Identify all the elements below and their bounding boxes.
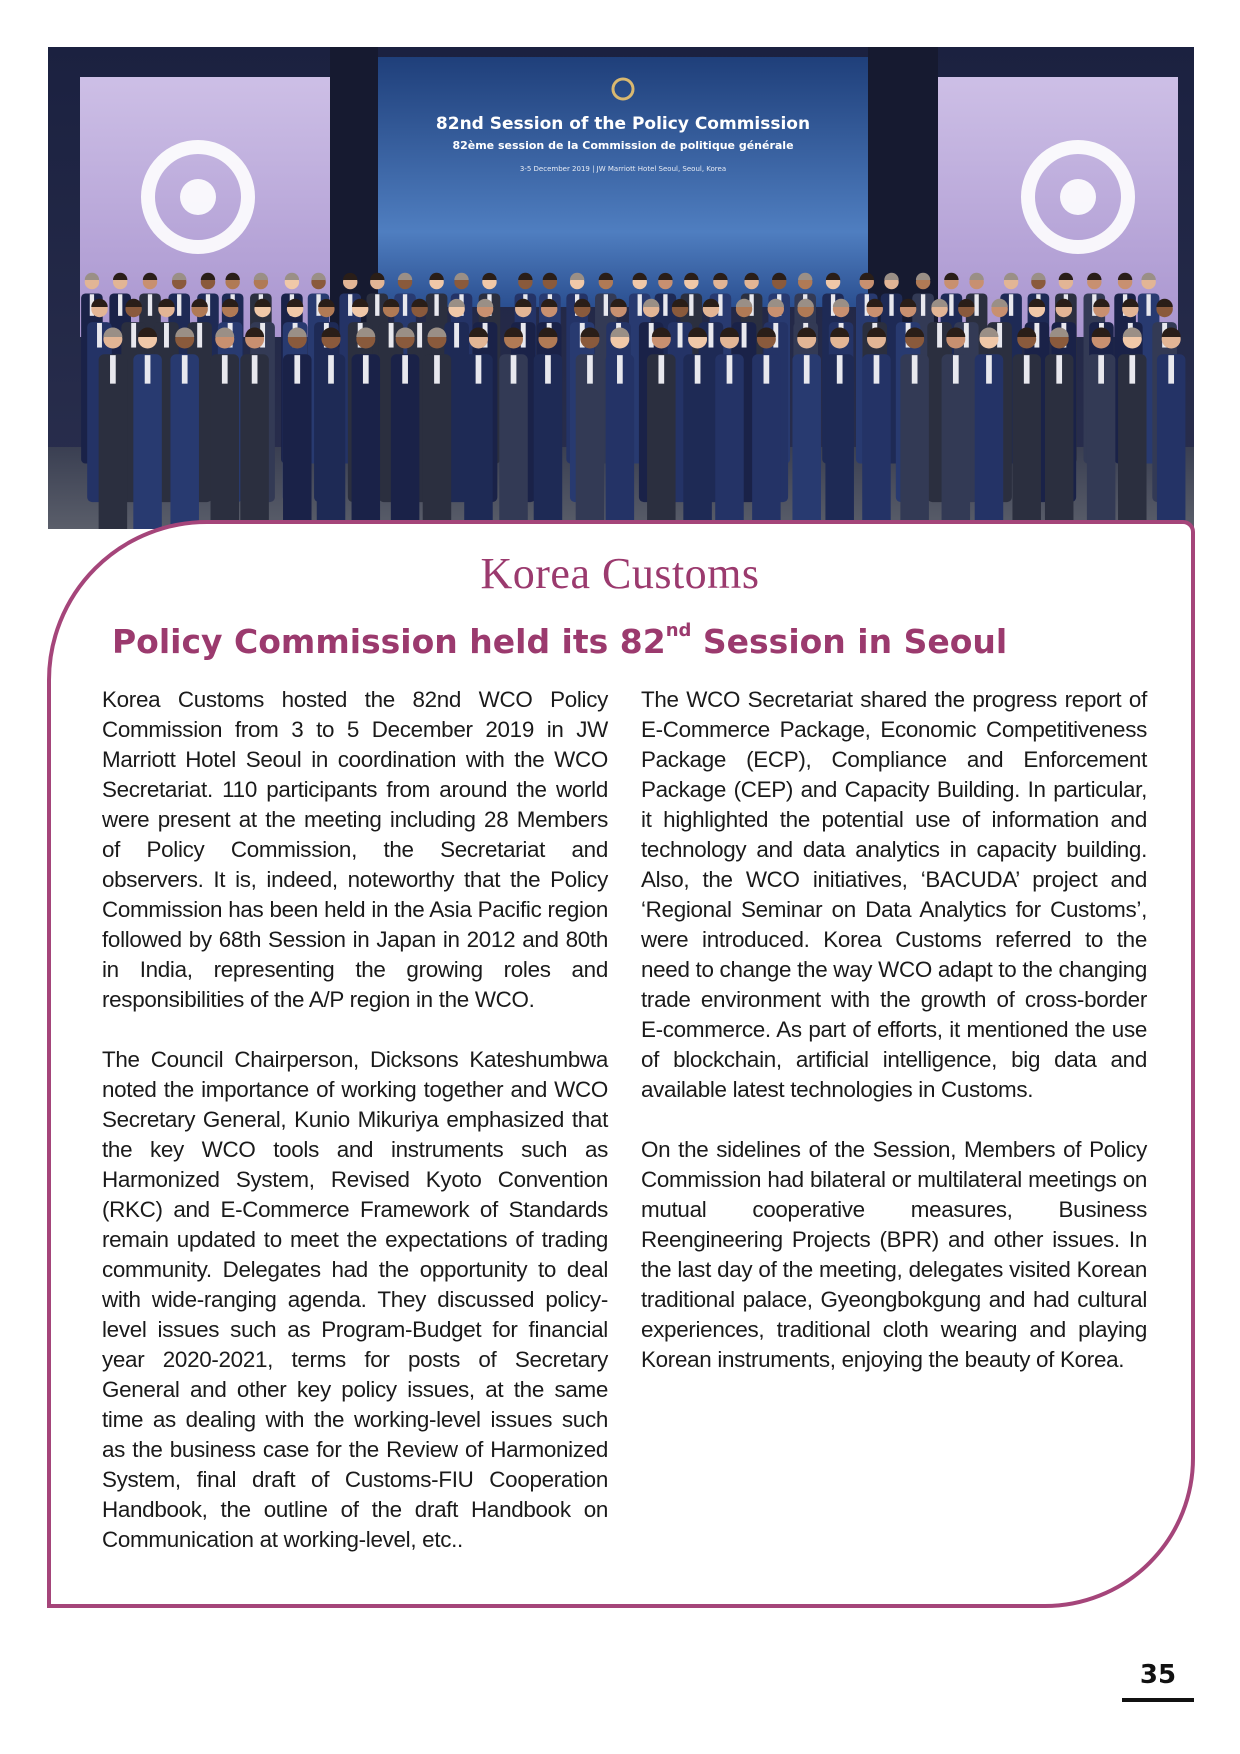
banner-line-2: 82ème session de la Commission de politique générale bbox=[452, 139, 794, 152]
main-stage-screen bbox=[378, 57, 868, 307]
group-photo-illustration bbox=[48, 47, 1194, 529]
left-paragraph-2: The Council Chairperson, Dicksons Kateshumbwa noted the importance of working together and WCO Secretary General, Kunio Mikuriya emphasized that the key WCO tools and instruments such as Harmonized System, Revised Kyoto Convention (RKC) and E-Commerce Framework of Standards remain updated to meet the expectations of trading community. Delegates had the opportunity to deal with wide-ranging agenda. They discussed policy-level issues such as Program-Budget for financial year 2020-2021, terms for posts of Secretary General and other key policy issues, at the same time as dealing with the working-level issues such as the business case for the Review of Harmonized System, final draft of Customs-FIU Cooperation Handbook, the outline of the draft Handbook on Communication at working-level, etc.. bbox=[102, 1047, 608, 1552]
article-headline bbox=[112, 622, 1192, 661]
right-paragraph-1: The WCO Secretariat shared the progress report of E-Commerce Package, Economic Competitiveness Package (ECP), Compliance and Enforcement Package (CEP) and Capacity Building. In particular, it highlighted the potential use of information and technology and data analytics in capacity building. Also, the WCO initiatives, ‘BACUDA’ project and ‘Regional Seminar on Data Analytics for Customs’, were introduced. Korea Customs referred to the need to change the way WCO adapt to the changing trade environment with the growth of cross-border E-commerce. As part of efforts, it mentioned the use of blockchain, artificial intelligence, big data and available latest technologies in Customs. bbox=[641, 687, 1147, 1102]
headline-text-pre: Policy Commission held its 82 bbox=[112, 622, 666, 661]
right-column bbox=[641, 685, 1147, 1405]
page-number-rule bbox=[1122, 1698, 1194, 1702]
section-title: Korea Customs bbox=[480, 549, 760, 598]
group-photo bbox=[48, 47, 1194, 529]
headline-superscript: nd bbox=[665, 620, 692, 641]
headline-text-post: Session in Seoul bbox=[691, 622, 1008, 661]
banner-line-1: 82nd Session of the Policy Commission bbox=[435, 114, 811, 134]
left-paragraph-1: Korea Customs hosted the 82nd WCO Policy Commission from 3 to 5 December 2019 in JW Marriott Hotel Seoul in coordination with the WCO Secretariat. 110 participants from around the world were present at the meeting including 28 Members of Policy Commission, the Secretariat and observers. It is, indeed, noteworthy that the Policy Commission has been held in the Asia Pacific region followed by 68th Session in Japan in 2012 and 80th in India, representing the growing roles and responsibilities of the A/P region in the WCO. bbox=[102, 687, 608, 1012]
banner-line-3: 3-5 December 2019 | JW Marriott Hotel Seoul, Seoul, Korea bbox=[519, 165, 727, 173]
right-paragraph-2: On the sidelines of the Session, Members of Policy Commission had bilateral or multilateral meetings on mutual cooperative measures, Business Reengineering Projects (BPR) and other issues. In the last day of the meeting, delegates visited Korean traditional palace, Gyeongbokgung and had cultural experiences, traditional cloth wearing and playing Korean instruments, enjoying the beauty of Korea. bbox=[641, 1137, 1147, 1372]
page-number: 35 bbox=[1139, 1660, 1177, 1690]
left-column bbox=[102, 685, 608, 1585]
